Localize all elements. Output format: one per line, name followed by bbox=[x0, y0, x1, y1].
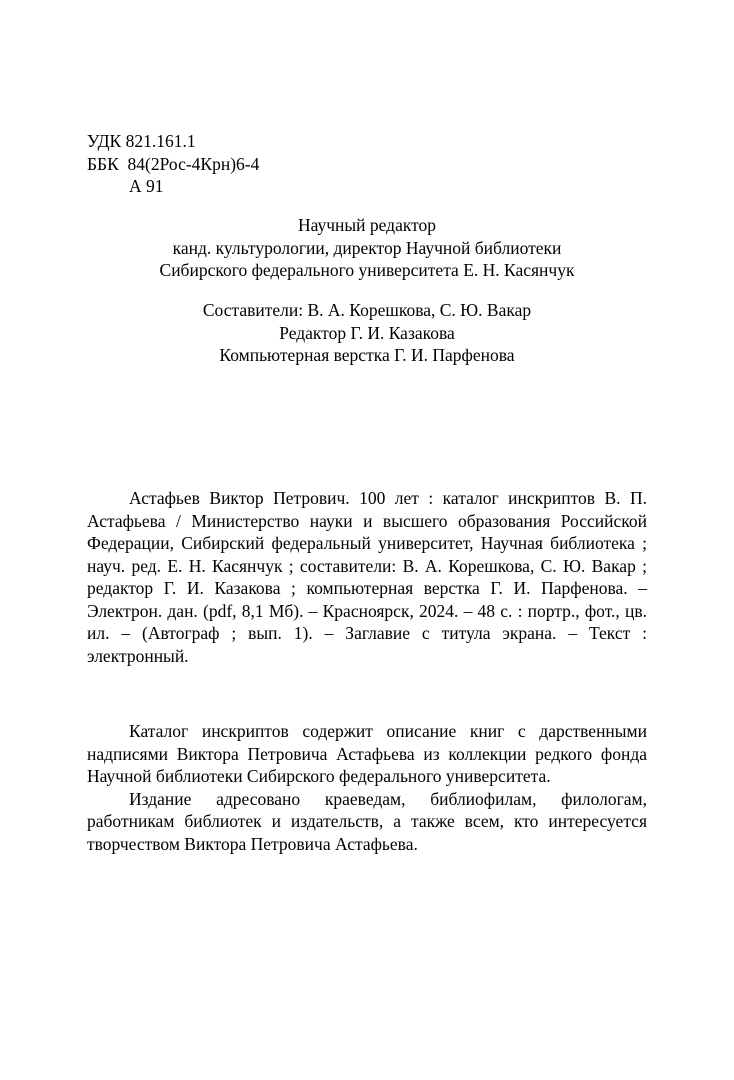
scientific-editor-block bbox=[0, 214, 734, 282]
udk-index: УДК 821.161.1 bbox=[87, 131, 196, 151]
abstract bbox=[87, 720, 647, 855]
abstract-paragraph-1: Каталог инскриптов содержит описание книг с дарственными надписями Виктора Петровича Астафьева из коллекции редкого фонда Научной библиотеки Сибирского федерального университета. bbox=[87, 721, 647, 786]
classification-indices bbox=[87, 130, 259, 198]
credits-block bbox=[0, 299, 734, 367]
bbk-index: ББК 84(2Рос-4Крн)6-4 bbox=[87, 153, 260, 174]
scientific-editor-line-1: канд. культурологии, директор Научной библиотеки bbox=[172, 237, 562, 258]
compilers-line: Составители: В. А. Корешкова, С. Ю. Вакар bbox=[202, 300, 532, 320]
layout-line: Компьютерная верстка Г. И. Парфенова bbox=[219, 345, 515, 365]
bibliographic-record bbox=[87, 487, 647, 667]
abstract-paragraph-2: Издание адресовано краеведам, библиофилам, филологам, работникам библиотек и издательств, а также всем, кто интересуется творчеством Виктора Петровича Астафьева. bbox=[87, 788, 647, 854]
scientific-editor-line-2: Сибирского федерального университета Е. Н. Касянчук bbox=[159, 260, 575, 280]
bibliographic-record-text: Астафьев Виктор Петрович. 100 лет : каталог инскриптов В. П. Астафьева / Министерство науки и высшего образования Российской Федерации, Сибирский федеральный университет, Научная библиотека ; науч. ред. Е. Н. Касянчук ; составители: В. А. Корешкова, С. Ю. Вакар ; редактор Г. И. Казакова ; компьютерная верстка Г. И. Парфенова. – Электрон. дан. (pdf, 8,1 Мб). – Красноярск, 2024. – 48 с. : портр., фот., цв. ил. – (Автограф ; вып. 1). – Заглавие с титула экрана. – Текст : электронный. bbox=[87, 488, 647, 666]
author-mark: А 91 bbox=[129, 176, 164, 196]
editor-line: Редактор Г. И. Казакова bbox=[279, 322, 455, 343]
scientific-editor-title: Научный редактор bbox=[297, 215, 437, 235]
